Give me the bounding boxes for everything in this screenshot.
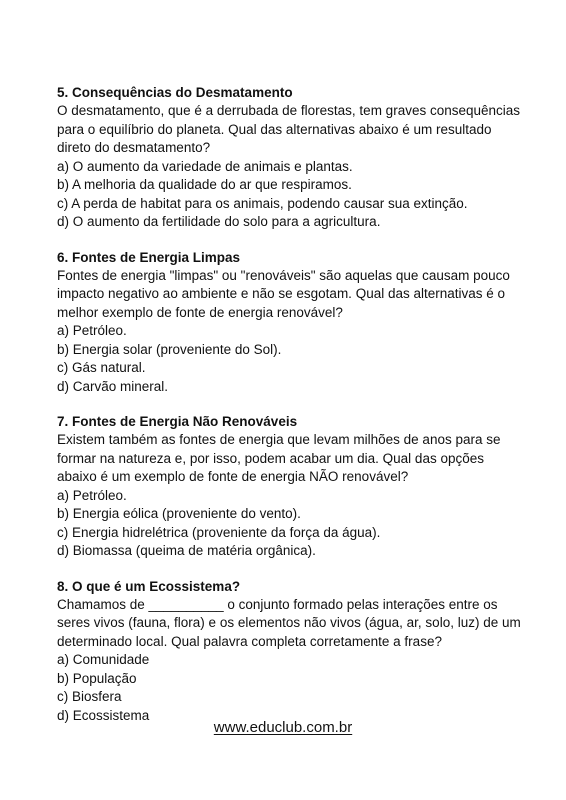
option-b: b) A melhoria da qualidade do ar que respiramos. bbox=[57, 177, 352, 192]
website-link[interactable]: www.educlub.com.br bbox=[213, 719, 353, 736]
option-a: a) O aumento da variedade de animais e plantas. bbox=[57, 158, 353, 174]
question-text: Fontes de energia "limpas" ou "renováveis" são aquelas que causam pouco impacto negativo ao ambiente e não se esgotam. Qual das alternativas é o melhor exemplo de fonte de energia renovável? bbox=[57, 267, 510, 320]
option-d: d) O aumento da fertilidade do solo para a agricultura. bbox=[57, 214, 381, 229]
option-c: c) Gás natural. bbox=[57, 360, 146, 375]
question-title: 5. Consequências do Desmatamento bbox=[57, 85, 293, 100]
question-text: Chamamos de __________ o conjunto formado pelas interações entre os seres vivos (fauna, flora) e os elementos não vivos (água, ar, solo, luz) de um determinado local. Qual palavra completa corretamente a frase? bbox=[57, 596, 521, 649]
option-c: c) Energia hidrelétrica (proveniente da força da água). bbox=[57, 524, 381, 540]
option-b: b) Energia solar (proveniente do Sol). bbox=[57, 341, 282, 357]
option-c: c) Biosfera bbox=[57, 689, 122, 704]
question-7 bbox=[57, 413, 527, 561]
option-a: a) Comunidade bbox=[57, 652, 150, 667]
option-b: b) Energia eólica (proveniente do vento). bbox=[57, 506, 301, 521]
question-text: O desmatamento, que é a derrubada de florestas, tem graves consequências para o equilíbrio do planeta. Qual das alternativas abaixo é um resultado direto do desmatamento? bbox=[57, 103, 521, 155]
option-b: b) População bbox=[57, 670, 137, 686]
option-c: c) A perda de habitat para os animais, podendo causar sua extinção. bbox=[57, 195, 468, 211]
worksheet-page bbox=[57, 84, 527, 742]
option-d: d) Carvão mineral. bbox=[57, 378, 169, 394]
question-text: Existem também as fontes de energia que levam milhões de anos para se formar na natureza e, por isso, podem acabar um dia. Qual das opções abaixo é um exemplo de fonte de energia NÃO renovável? bbox=[57, 432, 501, 484]
question-title: 8. O que é um Ecossistema? bbox=[57, 578, 241, 594]
option-d: d) Ecossistema bbox=[57, 707, 150, 723]
question-6 bbox=[57, 249, 527, 397]
question-5 bbox=[57, 84, 527, 232]
option-d: d) Biomassa (queima de matéria orgânica). bbox=[57, 543, 316, 558]
footer bbox=[0, 718, 566, 738]
question-title: 7. Fontes de Energia Não Renováveis bbox=[57, 414, 298, 429]
question-title: 6. Fontes de Energia Limpas bbox=[57, 249, 241, 265]
option-a: a) Petróleo. bbox=[57, 487, 127, 503]
question-8 bbox=[57, 578, 527, 726]
option-a: a) Petróleo. bbox=[57, 323, 127, 338]
